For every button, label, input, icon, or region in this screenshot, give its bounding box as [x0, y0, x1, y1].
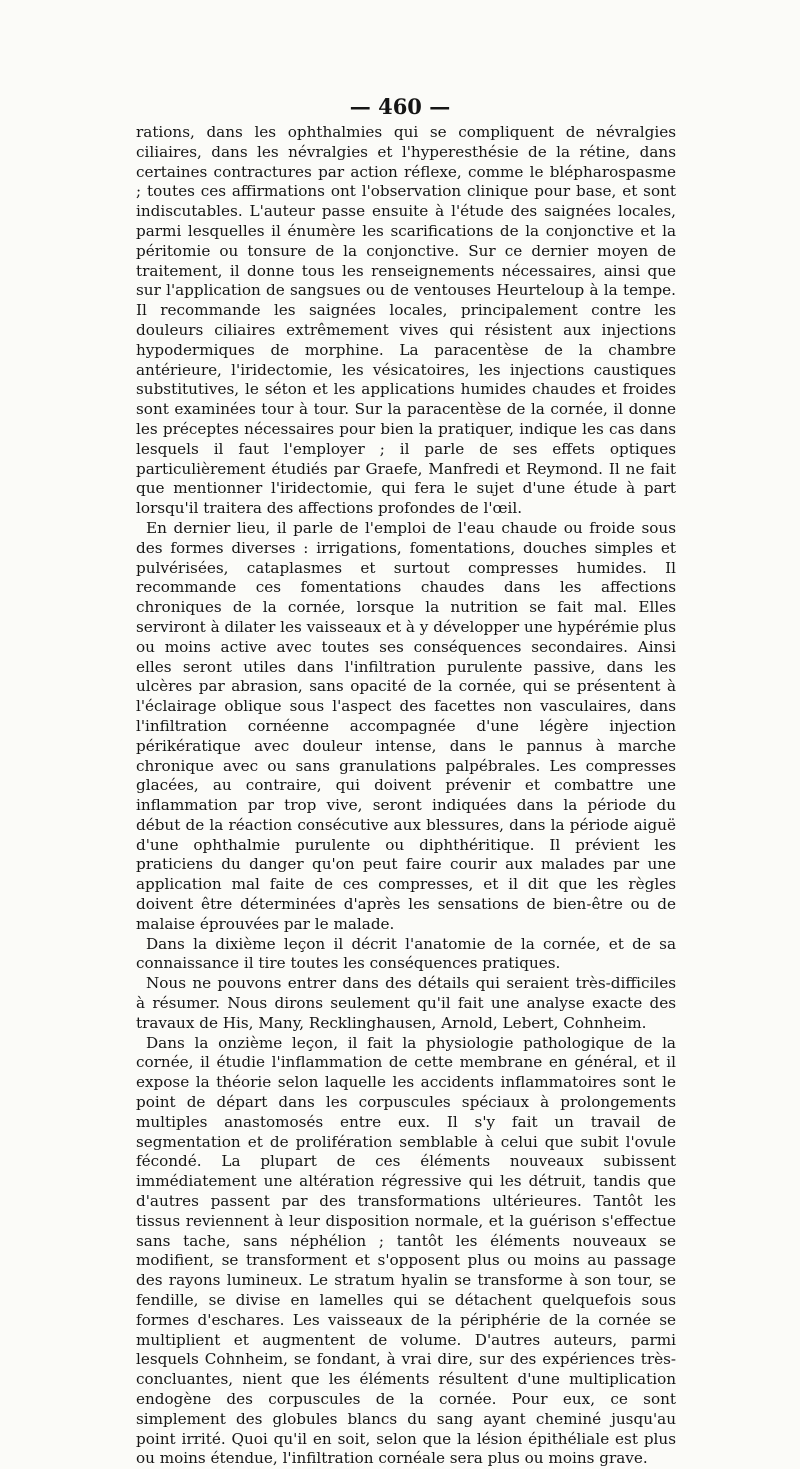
page-number: — 460 —	[349, 94, 451, 119]
paragraph: rations, dans les ophthalmies qui se compliquent de névralgies ciliaires, dans les névralgies et l'hyperesthésie de la rétine, dans certaines contractures par action réflexe, comme le blépharospasme ; toutes ces affirmations ont l'observation clinique pour base, et sont indiscutables. L'auteur passe ensuite à l'étude des saignées locales, parmi lesquelles il énumère les scarifications de la conjonctive et la péritomie ou tonsure de la conjonctive. Sur ce dernier moyen de traitement, il donne tous les renseignements nécessaires, ainsi que sur l'application de sangsues ou de ventouses Heurteloup à la tempe. Il recommande les saignées locales, principalement contre les douleurs ciliaires extrêmement vives qui résistent aux injections hypodermiques de morphine. La paracentèse de la chambre antérieure, l'iridectomie, les vésicatoires, les injections caustiques substitutives, le séton et les applications humides chaudes et froides sont examinées tour à tour. Sur la paracentèse de la cornée, il donne les préceptes nécessaires pour bien la pratiquer, indique les cas dans lesquels il faut l'employer ; il parle de ses effets optiques particulièrement étudiés par Graefe, Manfredi et Reymond. Il ne fait que mentionner l'iridectomie, qui fera le sujet d'une étude à part lorsqu'il traitera des affections profondes de l'œil.	[136, 123, 676, 518]
paragraph: En dernier lieu, il parle de l'emploi de l'eau chaude ou froide sous des formes diverses : irrigations, fomentations, douches simples et pulvérisées, cataplasmes et surtout compresses humides. Il recommande ces fomentations chaudes dans les affections chroniques de la cornée, lorsque la nutrition se fait mal. Elles serviront à dilater les vaisseaux et à y développer une hypérémie plus ou moins active avec toutes ses conséquences secondaires. Ainsi elles seront utiles dans l'infiltration purulente passive, dans les ulcères par abrasion, sans opacité de la cornée, qui se présentent à l'éclairage oblique sous l'aspect des facettes non vasculaires, dans l'infiltration cornéenne accompagnée d'une légère injection périkératique avec douleur intense, dans le pannus à marche chronique avec ou sans granulations palpébrales. Les compresses glacées, au contraire, qui doivent prévenir et combattre une inflammation par trop vive, seront indiquées dans la période du début de la réaction consécutive aux blessures, dans la période aiguë d'une ophthalmie purulente ou diphthéritique. Il prévient les praticiens du danger qu'on peut faire courir aux malades par une application mal faite de ces compresses, et il dit que les règles doivent être déterminées d'après les sensations de bien-être ou de malaise éprouvées par le malade.	[136, 518, 676, 933]
paragraph: Dans la dixième leçon il décrit l'anatomie de la cornée, et de sa connaissance il tire toutes les conséquences pratiques.	[136, 934, 676, 973]
paragraph: Dans la onzième leçon, il fait la physiologie pathologique de la cornée, il étudie l'inflammation de cette membrane en général, et il expose la théorie selon laquelle les accidents inflammatoires sont le point de départ dans les corpuscules spéciaux à prolongements multiples anastomosés entre eux. Il s'y fait un travail de segmentation et de prolifération semblable à celui que subit l'ovule fécondé. La plupart de ces éléments nouveaux subissent immédiatement une altération régressive qui les détruit, tandis que d'autres passent par des transformations ultérieures. Tantôt les tissus reviennent à leur disposition normale, et la guérison s'effectue sans tache, sans néphélion ; tantôt les éléments nouveaux se modifient, se transforment et s'opposent plus ou moins au passage des rayons lumineux. Le stratum hyalin se transforme à son tour, se fendille, se divise en lamelles qui se détachent quelquefois sous formes d'eschares. Les vaisseaux de la périphérie de la cornée se multiplient et augmentent de volume. D'autres auteurs, parmi lesquels Cohnheim, se fondant, à vrai dire, sur des expériences très-concluantes, nient que les éléments résultent d'une multiplication endogène des corpuscules de la cornée. Pour eux, ce sont simplement des globules blancs du sang ayant cheminé jusqu'au point irrité. Quoi qu'il en soit, selon que la lésion épithéliale est plus ou moins étendue, l'infiltration cornéale sera plus ou moins grave.	[136, 1033, 676, 1468]
body-text	[136, 123, 676, 1469]
paragraph: Nous ne pouvons entrer dans des détails qui seraient très-difficiles à résumer. Nous dirons seulement qu'il fait une analyse exacte des travaux de His, Many, Recklinghausen, Arnold, Lebert, Cohnheim.	[136, 974, 676, 1032]
